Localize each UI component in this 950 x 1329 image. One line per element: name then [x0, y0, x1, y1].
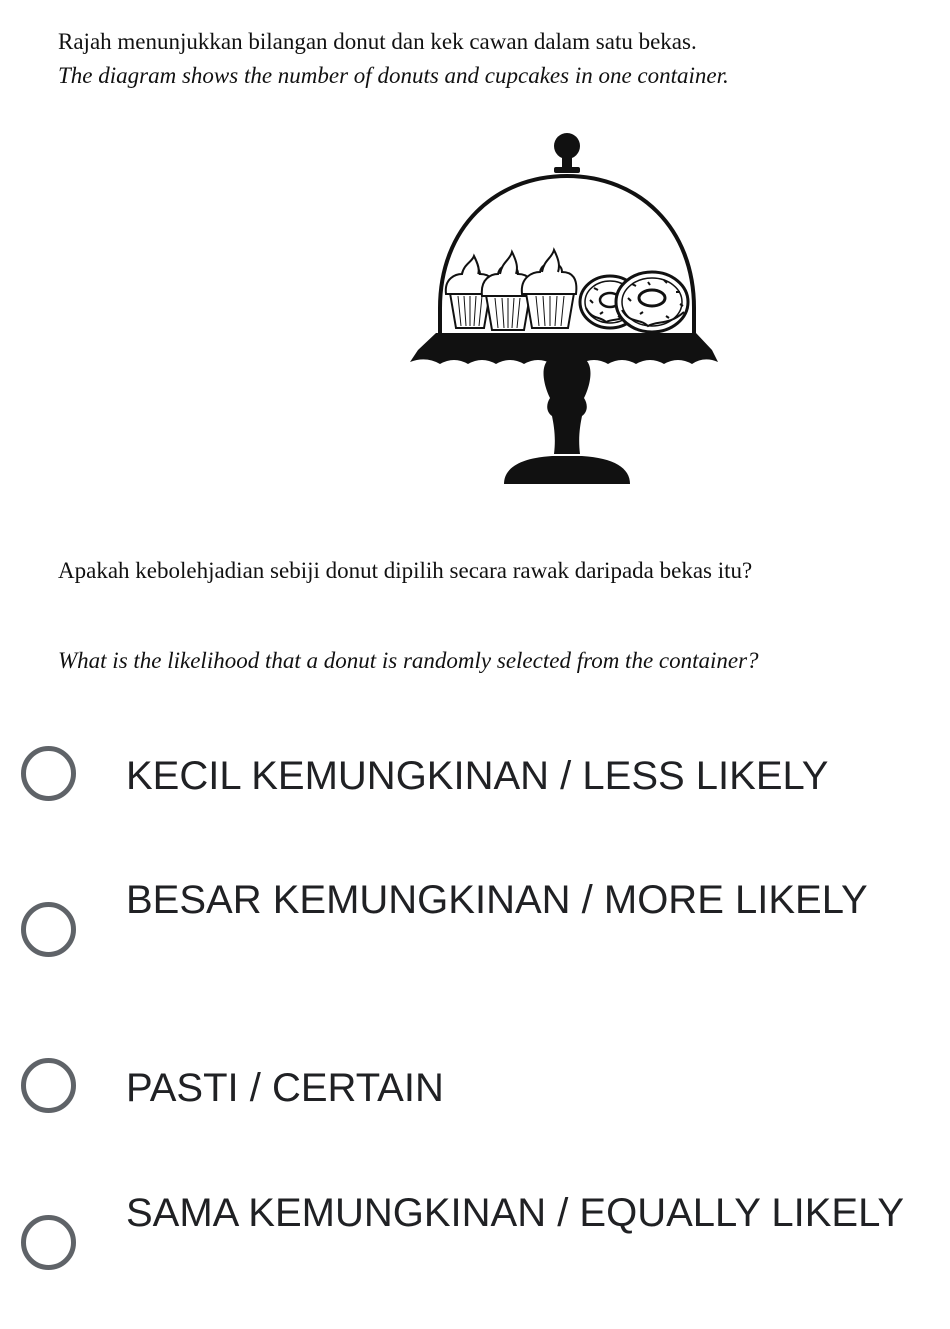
- option-less-likely[interactable]: [0, 742, 950, 812]
- radio-button[interactable]: [21, 902, 76, 957]
- option-label[interactable]: BESAR KEMUNGKINAN / MORE LIKELY: [126, 878, 868, 922]
- question-text-malay: Rajah menunjukkan bilangan donut dan kek cawan dalam satu bekas.: [58, 29, 697, 54]
- option-more-likely[interactable]: [0, 866, 950, 996]
- option-equally-likely[interactable]: [0, 1179, 950, 1309]
- question-prompt-english: What is the likelihood that a donut is randomly selected from the container?: [58, 648, 759, 673]
- cupcake: [522, 250, 577, 328]
- option-label[interactable]: SAMA KEMUNGKINAN / EQUALLY LIKELY: [126, 1191, 905, 1235]
- radio-button[interactable]: [21, 746, 76, 801]
- option-certain[interactable]: [0, 1054, 950, 1124]
- stand-stem: [544, 360, 591, 454]
- stand-plate: [410, 333, 718, 364]
- radio-button[interactable]: [21, 1215, 76, 1270]
- cake-stand-illustration: [400, 128, 730, 490]
- option-label[interactable]: PASTI / CERTAIN: [126, 1066, 444, 1110]
- donut: [616, 272, 688, 332]
- radio-button[interactable]: [21, 1058, 76, 1113]
- question-text-english: The diagram shows the number of donuts and cupcakes in one container.: [58, 63, 729, 88]
- question-prompt-malay: Apakah kebolehjadian sebiji donut dipilih secara rawak daripada bekas itu?: [58, 558, 753, 583]
- option-label[interactable]: KECIL KEMUNGKINAN / LESS LIKELY: [126, 754, 829, 798]
- stand-base: [504, 456, 630, 484]
- dome-knob: [554, 133, 580, 173]
